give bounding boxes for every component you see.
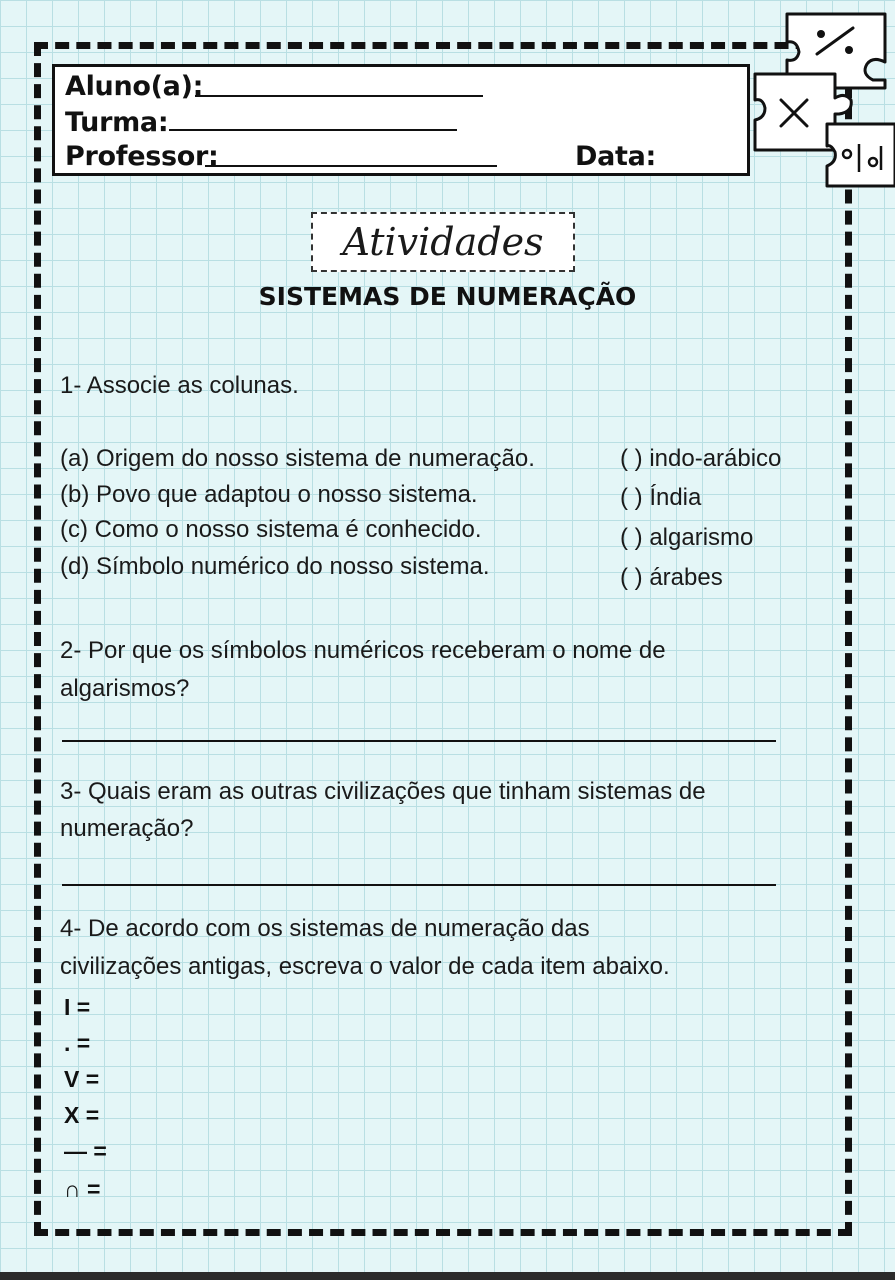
q4-item-x: X = <box>64 1102 100 1128</box>
turma-label: Turma: <box>65 107 169 138</box>
q4-item-dot: . = <box>64 1030 91 1056</box>
q1-left-b: (b) Povo que adaptou o nosso sistema. <box>60 481 478 508</box>
title-box <box>311 212 575 272</box>
q2-answer-line[interactable] <box>62 740 776 742</box>
q1-left-c: (c) Como o nosso sistema é conhecido. <box>60 516 482 543</box>
q1-right-3[interactable]: ( ) algarismo <box>620 524 754 551</box>
q1-right-4[interactable]: ( ) árabes <box>620 564 723 591</box>
professor-blank[interactable] <box>205 165 497 167</box>
q1-prompt: 1- Associe as colunas. <box>60 372 299 399</box>
aluno-label: Aluno(a): <box>65 71 204 102</box>
page-subtitle: SISTEMAS DE NUMERAÇÃO <box>258 282 637 311</box>
q2-line1: 2- Por que os símbolos numéricos receberam o nome de <box>60 637 666 664</box>
professor-label: Professor: <box>65 141 219 172</box>
q2-line2: algarismos? <box>60 675 190 702</box>
q1-left-d: (d) Símbolo numérico do nosso sistema. <box>60 553 490 580</box>
division-dot2-icon <box>845 46 853 54</box>
page-title: Atividades <box>342 220 544 264</box>
bottom-edge <box>0 1272 895 1280</box>
data-label: Data: <box>575 141 657 172</box>
q3-answer-line[interactable] <box>62 884 776 886</box>
student-header-box <box>52 64 750 176</box>
turma-blank[interactable] <box>169 129 457 131</box>
q3-line2: numeração? <box>60 815 194 842</box>
q1-right-2[interactable]: ( ) Índia <box>620 484 702 511</box>
aluno-blank[interactable] <box>195 95 483 97</box>
division-dot-icon <box>817 30 825 38</box>
q1-left-a: (a) Origem do nosso sistema de numeração. <box>60 445 535 472</box>
q4-item-arch: ∩ = <box>64 1176 101 1202</box>
math-puzzle-icon <box>735 0 895 195</box>
q4-item-v: V = <box>64 1066 100 1092</box>
q3-line1: 3- Quais eram as outras civilizações que tinham sistemas de <box>60 778 706 805</box>
q4-line2: civilizações antigas, escreva o valor de cada item abaixo. <box>60 953 670 980</box>
q4-line1: 4- De acordo com os sistemas de numeração das <box>60 915 590 942</box>
q4-item-i: I = <box>64 994 91 1020</box>
q4-item-bar: — = <box>64 1138 107 1164</box>
q1-right-1[interactable]: ( ) indo-arábico <box>620 445 782 472</box>
